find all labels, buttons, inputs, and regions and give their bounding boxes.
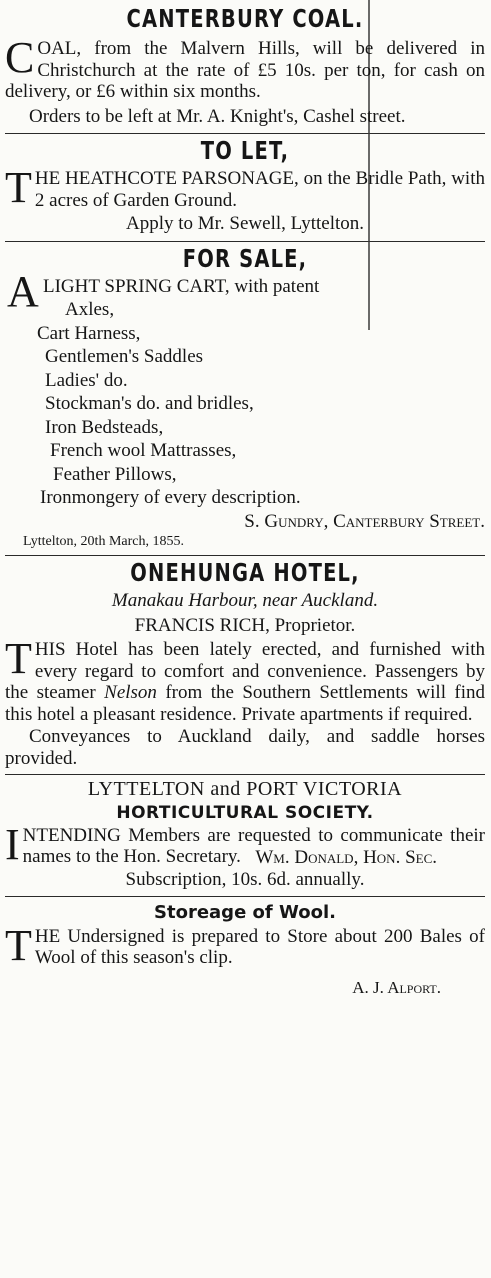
forsale-signature: S. Gundry, Canterbury Street.	[244, 510, 485, 532]
forsale-item-list	[5, 298, 485, 510]
ad-for-sale	[5, 242, 485, 552]
society-title: LYTTELTON and PORT VICTORIA	[87, 778, 403, 800]
coal-heading: CANTERBURY COAL.	[126, 4, 364, 33]
ad-canterbury-coal	[5, 0, 485, 127]
hotel-heading: ONEHUNGA HOTEL,	[130, 558, 360, 587]
hotel-ship-name: Nelson	[104, 682, 157, 703]
tolet-body	[5, 163, 485, 212]
list-item: Iron Bedsteads,	[45, 416, 164, 438]
ad-to-let	[5, 134, 485, 235]
wool-body: THE Undersigned is prepared to Store about 200 Bales of Wool of this season's clip.	[5, 920, 485, 970]
ad-storeage-of-wool	[5, 897, 485, 999]
hotel-proprietor: FRANCIS RICH, Proprietor.	[134, 614, 356, 636]
list-item: Feather Pillows,	[53, 463, 177, 485]
society-signature: Wm. Donald, Hon. Sec.	[255, 846, 437, 868]
coal-body	[5, 33, 485, 103]
list-item: Ladies' do.	[45, 369, 128, 391]
society-subtitle: HORTICULTURAL SOCIETY.	[116, 802, 374, 823]
wool-heading: Storeage of Wool.	[154, 901, 336, 923]
coal-orders: Orders to be left at Mr. A. Knight's, Cashel street.	[29, 105, 406, 127]
hotel-conveyances: Conveyances to Auckland daily, and saddle horses provided.	[5, 726, 485, 769]
forsale-dateline: Lyttelton, 20th March, 1855.	[23, 534, 184, 549]
tolet-dropcap: T	[5, 163, 32, 212]
ad-onehunga-hotel	[5, 556, 485, 769]
hotel-body: THIS Hotel has been lately erected, and furnished with every regard to comfort and convenience. Passengers by the steamer Nelson from the Southern Settlements will find this hotel a pleasant residence. Private apartments if required.	[5, 634, 485, 725]
society-body: INTENDING Members are requested to communicate their names to the Hon. Secretary.	[5, 819, 485, 869]
list-item: Ironmongery of every description.	[40, 487, 301, 508]
forsale-heading: FOR SALE,	[182, 243, 308, 273]
forsale-dropcap: A	[7, 266, 39, 316]
coal-text: OAL, from the Malvern Hills, will be delivered in Christchurch at the rate of £5 10s. per ton, for cash on delivery, or £6 within six months.	[5, 38, 485, 102]
list-item: Gentlemen's Saddles	[45, 346, 204, 367]
forsale-first-line: A LIGHT SPRING CART, with patent	[7, 266, 320, 316]
tolet-text: HE HEATHCOTE PARSONAGE, on the Bridle Path, with 2 acres of Garden Ground.	[34, 168, 485, 211]
coal-dropcap: C	[5, 33, 35, 82]
hotel-dropcap: T	[5, 634, 32, 683]
list-item: French wool Mattrasses,	[50, 440, 237, 461]
list-item: Stockman's do. and bridles,	[45, 393, 254, 414]
tolet-apply: Apply to Mr. Sewell, Lyttelton.	[125, 213, 365, 234]
wool-signature: A. J. Alport.	[352, 977, 441, 997]
tolet-heading: TO LET,	[200, 136, 290, 165]
list-item: Cart Harness,	[37, 322, 141, 344]
list-item: Axles,	[65, 299, 115, 320]
ad-horticultural-society	[5, 775, 485, 891]
wool-dropcap: T	[5, 920, 32, 970]
society-subscription: Subscription, 10s. 6d. annually.	[125, 869, 365, 890]
society-dropcap: I	[5, 819, 20, 869]
hotel-subheading: Manakau Harbour, near Auckland.	[111, 590, 379, 611]
